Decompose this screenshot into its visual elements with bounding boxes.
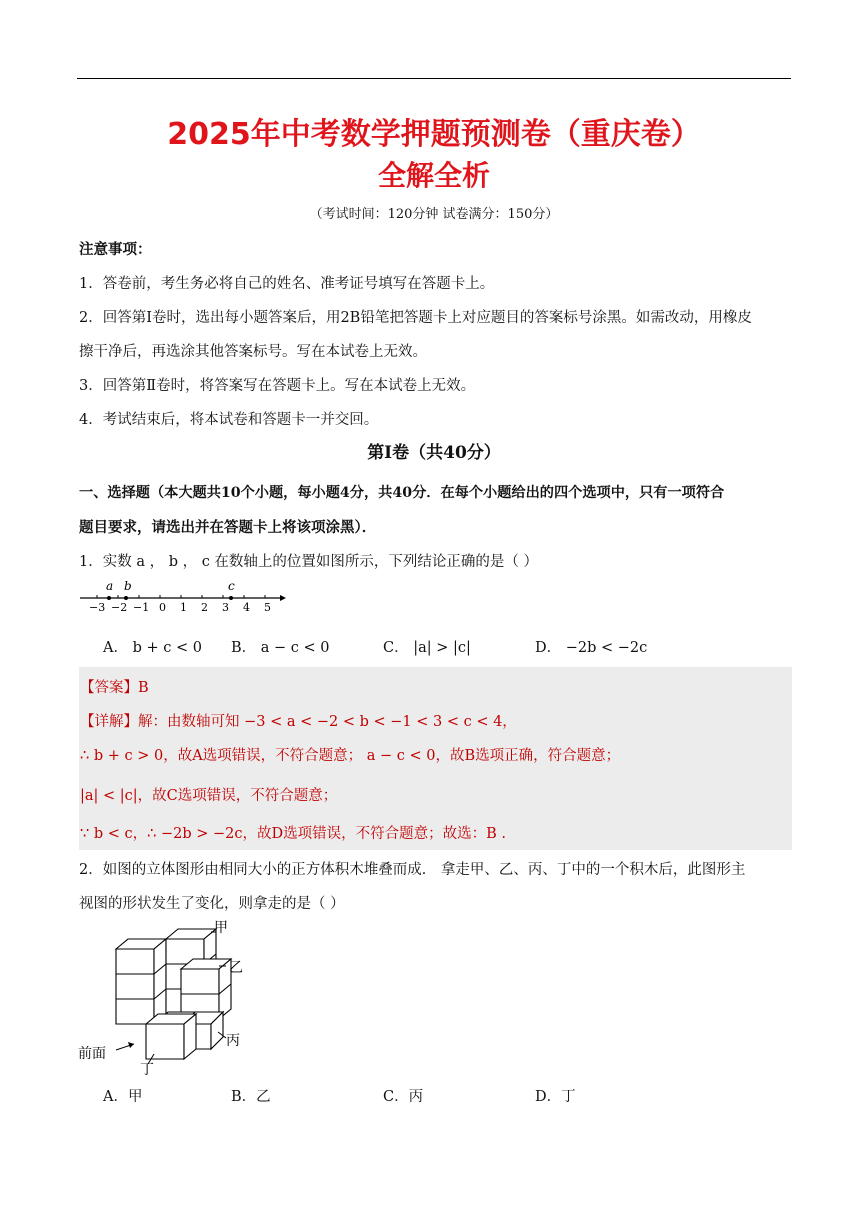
- q1-option-b: B． a − c < 0: [231, 640, 330, 656]
- tick-label: 5: [264, 601, 271, 614]
- detail-text: 解：由数轴可知 −3 < a < −2 < b < −1 < 3 < c < 4，: [138, 714, 517, 730]
- label-bing: 丙: [226, 1033, 240, 1049]
- label-a: a: [106, 579, 114, 593]
- tick-label: 1: [180, 601, 187, 614]
- exam-info: （考试时间：120分钟 试卷满分：150分）: [309, 207, 559, 222]
- cube-face: [116, 949, 154, 1024]
- label-front: 前面: [78, 1046, 106, 1062]
- tick-label: 2: [201, 601, 208, 614]
- notes-heading: 注意事项：: [79, 241, 152, 258]
- number-line-figure: [80, 578, 290, 618]
- note-item: 4．考试结束后，将本试卷和答题卡一并交回。: [79, 412, 379, 428]
- label-b: b: [124, 579, 132, 593]
- tick-label: −3: [89, 601, 106, 614]
- tick-label: 3: [222, 601, 229, 614]
- q1-option-a: A． b + c < 0: [103, 640, 202, 656]
- page-subtitle: 全解全析: [377, 159, 490, 192]
- q1-detail-line: [80, 710, 517, 731]
- label-jia: 甲: [214, 920, 228, 936]
- number-line-arrow: [280, 595, 286, 601]
- tick-label: −2: [111, 601, 128, 614]
- section-instructions: 题目要求，请选出并在答题卡上将该项涂黑）．: [79, 519, 377, 536]
- label-c: c: [228, 579, 235, 593]
- q1-option-c: C． |a| > |c|: [383, 640, 471, 656]
- note-item: 擦干净后，再选涂其他答案标号。写在本试卷上无效。: [79, 344, 427, 360]
- page-title: 2025年中考数学押题预测卷（重庆卷）: [167, 117, 701, 152]
- note-item: 3．回答第Ⅱ卷时，将答案写在答题卡上。写在本试卷上无效。: [79, 378, 476, 394]
- q2-option-d: D．丁: [535, 1089, 576, 1105]
- section-title: 第Ⅰ卷（共40分）: [367, 443, 501, 463]
- q1-answer: 【答案】B: [80, 680, 149, 696]
- q2-option-a: A．甲: [103, 1089, 143, 1105]
- header-rule: [77, 78, 791, 79]
- q1-stem: 1．实数 a ， b ， c 在数轴上的位置如图所示，下列结论正确的是（ ）: [79, 554, 539, 570]
- cube-stack-figure: [76, 914, 266, 1080]
- detail-tag: 【详解】: [80, 714, 138, 730]
- note-item: 2．回答第Ⅰ卷时，选出每小题答案后，用2B铅笔把答题卡上对应题目的答案标号涂黑。如需改动，用橡皮: [79, 310, 752, 326]
- front-arrow-head: [128, 1042, 134, 1048]
- section-instructions: 一、选择题（本大题共10个小题，每小题4分，共40分．在每个小题给出的四个选项中，只有一项符合: [79, 485, 725, 501]
- q1-option-d: D． −2b < −2c: [535, 640, 648, 656]
- tick-label: 0: [159, 601, 166, 614]
- label-yi: 乙: [229, 960, 243, 976]
- q2-option-b: B．乙: [231, 1089, 271, 1105]
- q1-detail-line: ∴ b + c > 0，故A选项错误，不符合题意； a − c < 0，故B选项正确，符合题意；: [80, 748, 621, 764]
- point-b: [124, 596, 128, 600]
- q1-detail-line: ∵ b < c，∴ −2b > −2c，故D选项错误，不符合题意；故选：B .: [80, 826, 506, 842]
- point-c: [229, 596, 233, 600]
- q2-stem: 2．如图的立体图形由相同大小的正方体积木堆叠而成． 拿走甲、乙、丙、丁中的一个积木后，此图形主: [79, 862, 746, 878]
- q1-detail-line: |a| < |c|，故C选项错误，不符合题意；: [80, 788, 338, 804]
- cube-side: [154, 939, 166, 1024]
- point-a: [107, 596, 111, 600]
- tick-label: −1: [133, 601, 150, 614]
- note-item: 1．答卷前，考生务必将自己的姓名、准考证号填写在答题卡上。: [79, 276, 495, 292]
- label-ding: 丁: [140, 1062, 154, 1078]
- tick-label: 4: [243, 601, 250, 614]
- q2-option-c: C．丙: [383, 1089, 424, 1105]
- q2-stem: 视图的形状发生了变化，则拿走的是（ ）: [79, 896, 345, 912]
